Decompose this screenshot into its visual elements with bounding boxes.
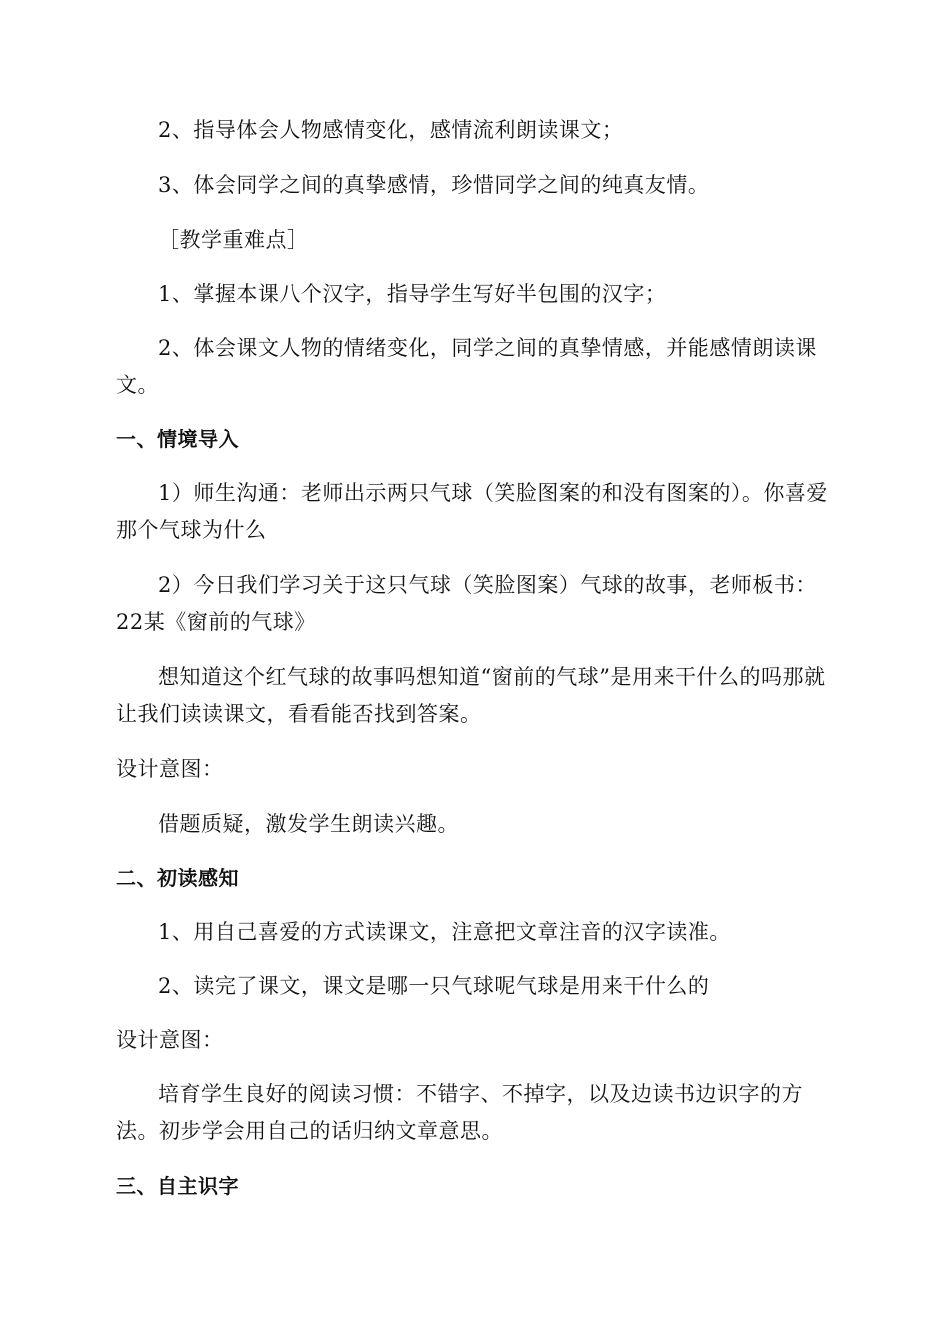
design-intent-2: 培育学生良好的阅读习惯：不错字、不掉字，以及边读书边识字的方法。初步学会用自己的话归纳文章意思。	[116, 1082, 803, 1143]
intro-question: 想知道这个红气球的故事吗想知道“窗前的气球”是用来干什么的吗那就让我们读读课文，看看能否找到答案。	[116, 665, 826, 726]
design-intent-1: 借题质疑，激发学生朗读兴趣。	[158, 812, 459, 836]
intro-step-1: 1）师生沟通：老师出示两只气球（笑脸图案的和没有图案的）。你喜爱那个气球为什么	[116, 481, 828, 542]
key-point-2: 2、体会课文人物的情绪变化，同学之间的真挚情感，并能感情朗读课文。	[116, 336, 817, 397]
section-heading-2: 二、初读感知	[116, 866, 239, 890]
design-intent-label-2: 设计意图：	[116, 1028, 224, 1052]
objective-3: 3、体会同学之间的真挚感情，珍惜同学之间的纯真友情。	[158, 173, 710, 197]
design-intent-label-1: 设计意图：	[116, 757, 224, 781]
reading-step-1: 1、用自己喜爱的方式读课文，注意把文章注音的汉字读准。	[158, 920, 731, 944]
key-point-1: 1、掌握本课八个汉字，指导学生写好半包围的汉字；	[158, 282, 667, 306]
key-points-label: ［教学重难点］	[158, 228, 309, 252]
objective-2: 2、指导体会人物感情变化，感情流利朗读课文；	[158, 118, 624, 142]
reading-step-2: 2、读完了课文，课文是哪一只气球呢气球是用来干什么的	[158, 974, 710, 998]
section-heading-3: 三、自主识字	[116, 1174, 239, 1198]
section-heading-1: 一、情境导入	[116, 427, 239, 451]
intro-step-2: 2）今日我们学习关于这只气球（笑脸图案）气球的故事，老师板书：22某《窗前的气球》	[116, 573, 817, 634]
